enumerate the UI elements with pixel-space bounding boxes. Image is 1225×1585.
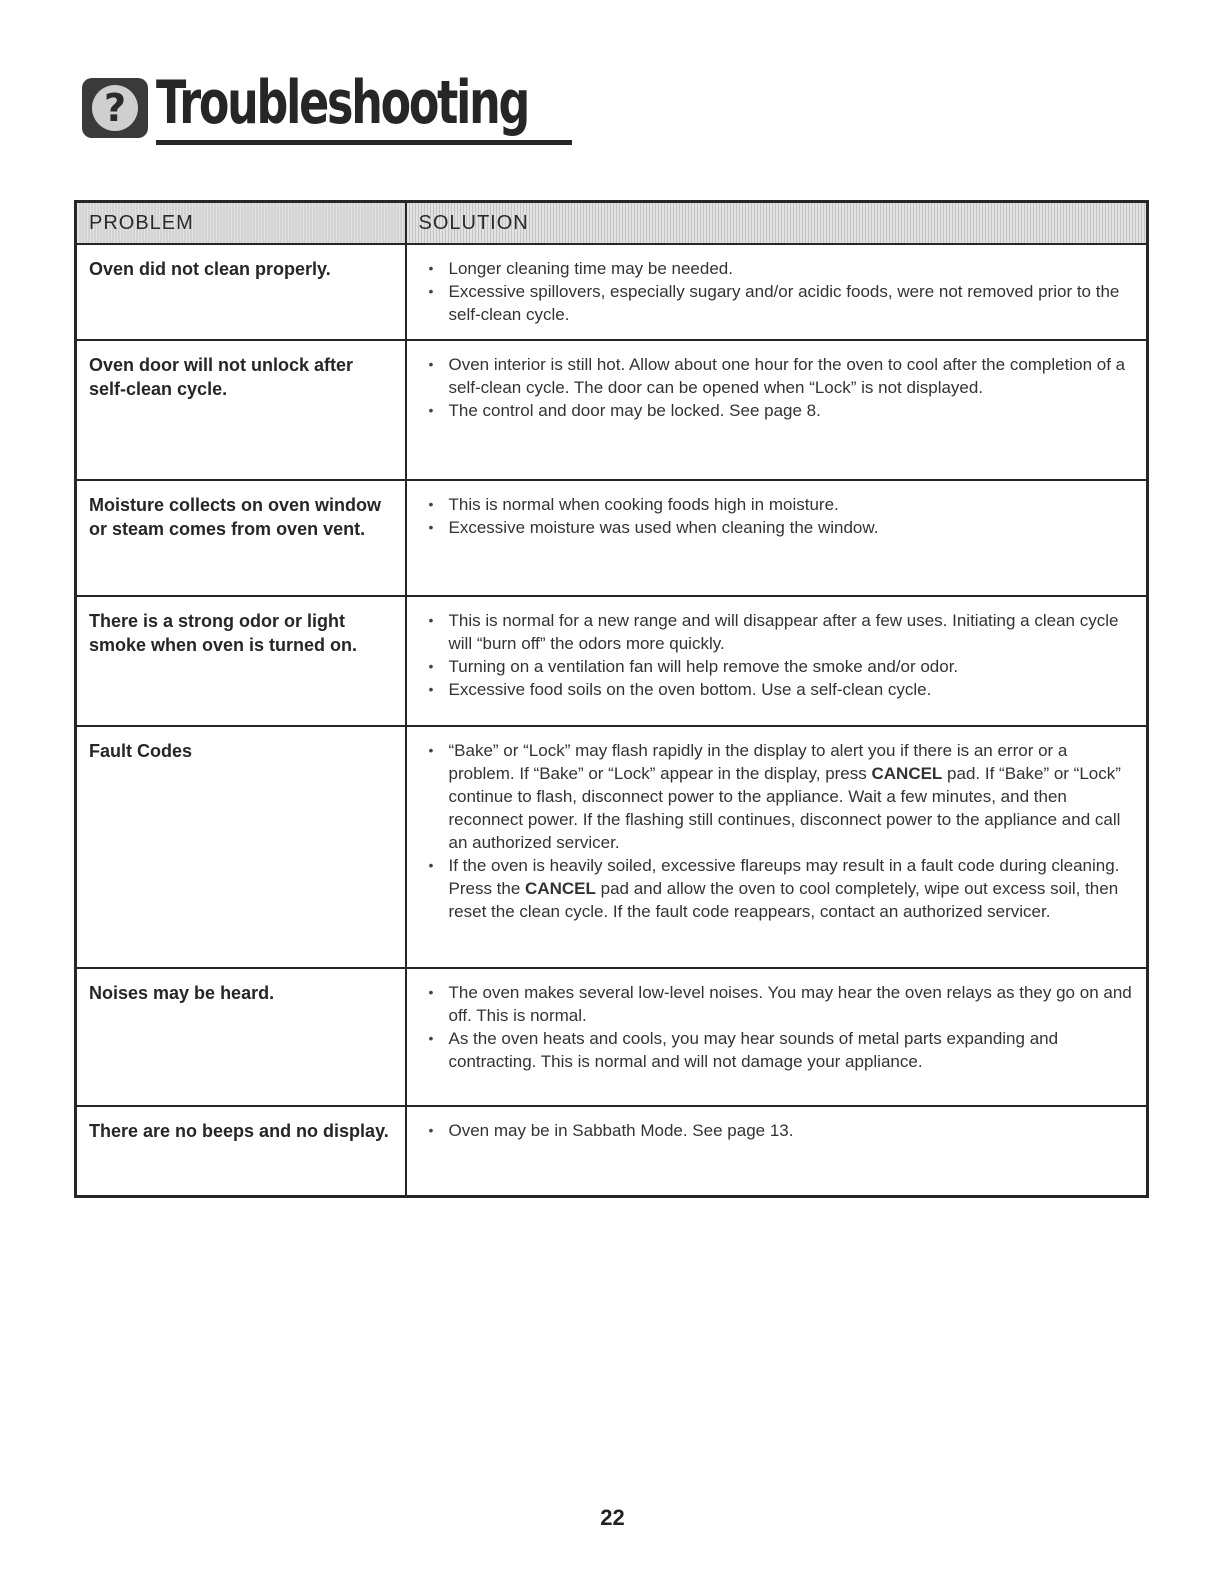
question-mark-glyph: ? [92,85,138,131]
table-body [76,244,1148,1196]
solution-list [427,353,1137,422]
solution-item: • Turning on a ventilation fan will help remove the smoke and/or odor. [427,655,1137,678]
solution-item: • As the oven heats and cools, you may hear sounds of metal parts expanding and contracting. This is normal and will not damage your appliance. [427,1027,1137,1073]
solution-cell [406,968,1148,1106]
table-row [76,596,1148,726]
solution-list [427,493,1137,539]
solution-list [427,609,1137,701]
question-mark-icon [82,78,148,138]
table-row [76,1106,1148,1196]
page-title: Troubleshooting [156,68,529,138]
cancel-keyword: CANCEL [525,879,596,898]
solution-item: • “Bake” or “Lock” may flash rapidly in the display to alert you if there is an error or a problem. If “Bake” or “Lock” appear in the display, press CANCEL pad. If “Bake” or “Lock” continue to flash, disconnect power to the appliance. Wait a few minutes, and then reconnect power. If the flashing still continues, disconnect power to the appliance and call an authorized servicer. [427,739,1137,854]
solution-cell [406,480,1148,596]
solution-item: • Longer cleaning time may be needed. [427,257,1137,280]
problem-cell: There are no beeps and no display. [76,1106,406,1196]
solution-cell [406,340,1148,480]
solution-cell [406,726,1148,968]
title-underline [156,140,572,145]
table-row [76,340,1148,480]
table-row [76,244,1148,340]
solution-item: • Excessive spillovers, especially sugary and/or acidic foods, were not removed prior to the self-clean cycle. [427,280,1137,326]
solution-cell [406,596,1148,726]
solution-cell [406,244,1148,340]
solution-item: • The oven makes several low-level noises. You may hear the oven relays as they go on and off. This is normal. [427,981,1137,1027]
page-header [82,68,529,158]
problem-column-header: PROBLEM [76,202,406,245]
solution-item: • The control and door may be locked. See page 8. [427,399,1137,422]
table-row [76,968,1148,1106]
solution-item: • Excessive moisture was used when cleaning the window. [427,516,1137,539]
solution-list [427,981,1137,1073]
solution-item: • Oven may be in Sabbath Mode. See page 13. [427,1119,1137,1142]
problem-cell: Noises may be heard. [76,968,406,1106]
problem-cell: Oven door will not unlock after self-clean cycle. [76,340,406,480]
solution-item: • Excessive food soils on the oven bottom. Use a self-clean cycle. [427,678,1137,701]
page-number: 22 [600,1505,625,1530]
solution-list [427,257,1137,326]
troubleshooting-table [74,200,1149,1198]
table-row [76,480,1148,596]
solution-list [427,1119,1137,1142]
table-row [76,726,1148,968]
solution-item: • If the oven is heavily soiled, excessive flareups may result in a fault code during cleaning. Press the CANCEL pad and allow the oven to cool completely, wipe out excess soil, then reset the clean cycle. If the fault code reappears, contact an authorized servicer. [427,854,1137,923]
table-header-row [76,202,1148,245]
solution-item: • Oven interior is still hot. Allow about one hour for the oven to cool after the completion of a self-clean cycle. The door can be opened when “Lock” is not displayed. [427,353,1137,399]
solution-item: • This is normal for a new range and will disappear after a few uses. Initiating a clean cycle will “burn off” the odors more quickly. [427,609,1137,655]
cancel-keyword: CANCEL [871,764,943,783]
problem-cell: There is a strong odor or light smoke when oven is turned on. [76,596,406,726]
solution-cell [406,1106,1148,1196]
solution-item: • This is normal when cooking foods high in moisture. [427,493,1137,516]
problem-cell: Fault Codes [76,726,406,968]
problem-cell: Oven did not clean properly. [76,244,406,340]
solution-list [427,739,1137,923]
problem-cell: Moisture collects on oven window or steam comes from oven vent. [76,480,406,596]
solution-column-header: SOLUTION [406,202,1148,245]
